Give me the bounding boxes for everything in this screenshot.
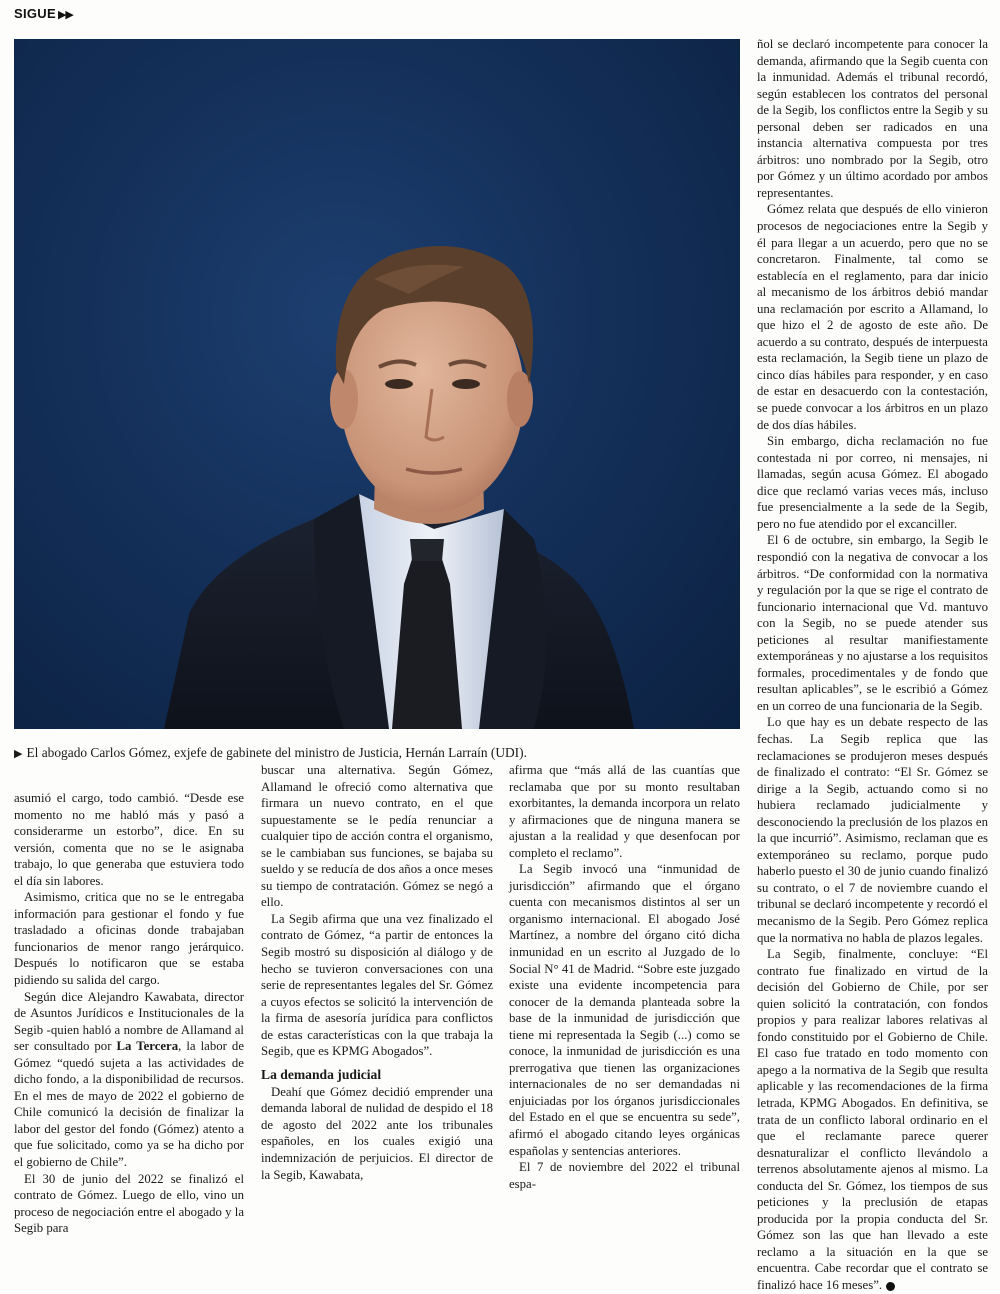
paragraph: La Segib afirma que una vez finalizado el contrato de Gómez, “a partir de entonces la Segib mostró su disposición al diálogo y de hecho se tuvieron conversaciones con una serie de representantes legales del Sr. Gómez a cuyos efectos se solicitó la intervención de la firma de asesoría jurídica para conflictos de estas características con la que trabaja la Segib, que es KPMG Abogados”.: [261, 911, 493, 1059]
text-span: Según dice Alejandro Kawabata, director de Asuntos Jurídicos e Institucionales de la Segib -quien habló a nombre de Allamand al ser consultado por: [14, 989, 244, 1054]
text-span: La Segib, finalmente, concluye: “El contrato fue finalizado en virtud de la decisión del Gobierno de Chile, por ser quien solicitó la contratación, con fondos propios y para realizar labores relativas al fondo constituido por el Gobierno de Chile. El caso fue tratado en todo momento con apego a la normativa de la Segib que resulta aplicable y las recomendaciones de la firma letrada, KPMG Abogados. En definitiva, se trata de un conflicto laboral ordinario en el que el reclamante parece querer desnaturalizar el conflicto llevándolo a terrenos absolutamente ajenos al mismo. La conducta del Sr. Gómez, los tiempos de sus peticiones y la preclusión de etapas producida por la propia conducta del Sr. Gómez son las que han llevado a este reclamo a la situación en la que se encuentra. Cabe recordar que el contrato se finalizó hace 16 meses”.: [757, 947, 988, 1293]
continue-label: [14, 6, 73, 21]
article-column-1: [14, 790, 244, 1237]
paragraph: El 7 de noviembre del 2022 el tribunal espa-: [509, 1160, 740, 1191]
photo-caption: [14, 745, 740, 762]
caption-arrow-icon: ▶: [14, 748, 23, 760]
paragraph: Sin embargo, dicha reclamación no fue contestada ni por correo, ni mensajes, ni llamadas, según acusa Gómez. El abogado dice que reclamó varias veces más, incluso fue presencialmente a la sede de la Segib, pero no fue atendido por el excanciller.: [757, 434, 988, 531]
portrait-illustration: [14, 39, 740, 729]
paragraph: Deahí que Gómez decidió emprender una demanda laboral de nulidad de despido el 18 de agosto del 2022 ante los tribunales españoles, en los cuales exigió una indemnización de perjuicios. El director de la Segib, Kawabata,: [261, 1084, 493, 1182]
paragraph-final: [757, 946, 988, 1293]
paragraph: buscar una alternativa. Según Gómez, Allamand le ofreció como alternativa que firmara un nuevo contrato, en el que supuestamente se le pedía renunciar a cualquier tipo de acción contra el organismo, se le cambiaban sus funciones, se bajaba su sueldo y se reducía de dos años a once meses su tiempo de contratación. Gómez se negó a ello.: [261, 763, 493, 910]
article-column-4: [757, 36, 988, 1294]
paragraph: ñol se declaró incompetente para conocer la demanda, afirmando que la Segib cuenta con la inmunidad. Además el tribunal recordó, según establecen los contratos del personal de la Segib, los conflictos entre la Segib y su personal deben ser radicados en una instancia alternativa compuesta por tres árbitros: uno nombrado por la Segib, otro por Gómez y un último acordado por ambos representantes.: [757, 37, 988, 200]
paragraph: La Segib invocó una “inmunidad de jurisdicción” afirmando que el órgano cuenta con mecanismos distintos al ser un organismo internacional. El abogado José Martínez, a nombre del órgano citó dicha inmunidad en un escrito al Juzgado de lo Social N° 41 de Madrid. “Sobre este juzgado existe una evidente incompetencia para conocer de la demanda planteada sobre la base de la inmunidad de jurisdicción que tiene mi representada la Segib (...) como se conoce, la inmunidad de jurisdicción es una prerrogativa que tienen las organizaciones internacionales de no ser demandadas ni enjuiciadas por los órganos jurisdiccionales del Estado en el que se encuentra su sede”, afirmó el abogado citando leyes orgánicas españolas y sentencias anteriores.: [509, 862, 740, 1158]
double-arrow-icon: ▶▶: [57, 9, 73, 21]
paragraph: Asimismo, critica que no se le entregaba información para gestionar el fondo y fue trasladado a oficinas donde trabajaban funcionarios de menor rango jerárquico. Después lo notificaron que se estaba pidiendo su salida del cargo.: [14, 890, 244, 988]
paragraph: Lo que hay es un debate respecto de las fechas. La Segib replica que las reclamaciones se produjeron meses después de finalizado el contrato: “El Sr. Gómez se dirige a la Segib, actuando como si no hubiera reclamado judicialmente y desconociendo la preclusión de los plazos en la que incurrió”. Asimismo, reclaman que es extemporáneo su reclamo, porque pudo haberlo puesto el 30 de junio cuando finalizó su contrato, o el 7 de noviembre cuando el tribunal se declaró incompetente y recordó el mecanismo de la Segib. Pero Gómez replica que la normativa no habla de plazos legales.: [757, 715, 988, 945]
paragraph-kawabata: [14, 989, 244, 1171]
paragraph: El 30 de junio del 2022 se finalizó el contrato de Gómez. Luego de ello, vino un proceso de negociación entre el abogado y la Segib para: [14, 1171, 244, 1236]
end-of-article-icon: [886, 1282, 895, 1291]
caption-text: El abogado Carlos Gómez, exjefe de gabinete del ministro de Justicia, Hernán Larraín (UDI).: [26, 745, 527, 760]
paragraph: asumió el cargo, todo cambió. “Desde ese momento no me habló más y pasó a considerarme un estorbo”, dice. En su versión, comenta que no se le asignaba trabajo, lo que generaba que estuviera todo el día sin labores.: [14, 791, 244, 888]
paragraph: afirma que “más allá de las cuantías que reclamaba que por su monto resultaban exorbitantes, la demanda incorpora un relato y afirmaciones que de ninguna manera se ajustan a la realidad y que desenfocan por completo el reclamo”.: [509, 763, 740, 860]
article-column-2: [261, 762, 493, 1183]
newspaper-name: La Tercera: [116, 1039, 179, 1054]
text-span: , la labor de Gómez “quedó sujeta a las actividades de dicho fondo, a la disponibilidad de recursos. En el mes de mayo de 2022 el gobierno de Chile comunicó la decisión de finalizar la labor del gestor del fondo (Gómez) atento a que fue solicitado, como ya se ha dicho por el gobierno de Chile”.: [14, 1039, 244, 1170]
sigue-text: SIGUE: [14, 6, 56, 21]
section-heading: La demanda judicial: [261, 1066, 382, 1082]
paragraph: El 6 de octubre, sin embargo, la Segib le respondió con la negativa de convocar a los árbitros. “De conformidad con la normativa y regulación por la que se rige el contrato de funcionario internacional que Vd. mantuvo con la Segib, no se puede atender sus peticiones al resultar manifiestamente extemporáneas y no ajustarse a los requisitos formales, procedimentales y de fondo que resultan aplicables”, se le escribió a Gómez en un correo de una funcionaria de la Segib.: [757, 533, 988, 713]
paragraph: Gómez relata que después de ello vinieron procesos de negociaciones entre la Segib y él para llegar a un acuerdo, pero que no se concretaron. Finalmente, tal como se establecía en el reglamento, para dar inicio al mecanismo de los árbitros debió mandar una reclamación por escrito a Allamand, lo que hizo el 2 de agosto de este año. De acuerdo a su contrato, después de interpuesta esta reclamación, la Segib tiene un plazo de cinco días hábiles para responder, y en caso de estar en desacuerdo con la contestación, se puede convocar a los árbitros en un plazo de dos días hábiles.: [757, 202, 988, 432]
article-column-3: [509, 762, 740, 1192]
portrait-photo: [14, 39, 740, 729]
